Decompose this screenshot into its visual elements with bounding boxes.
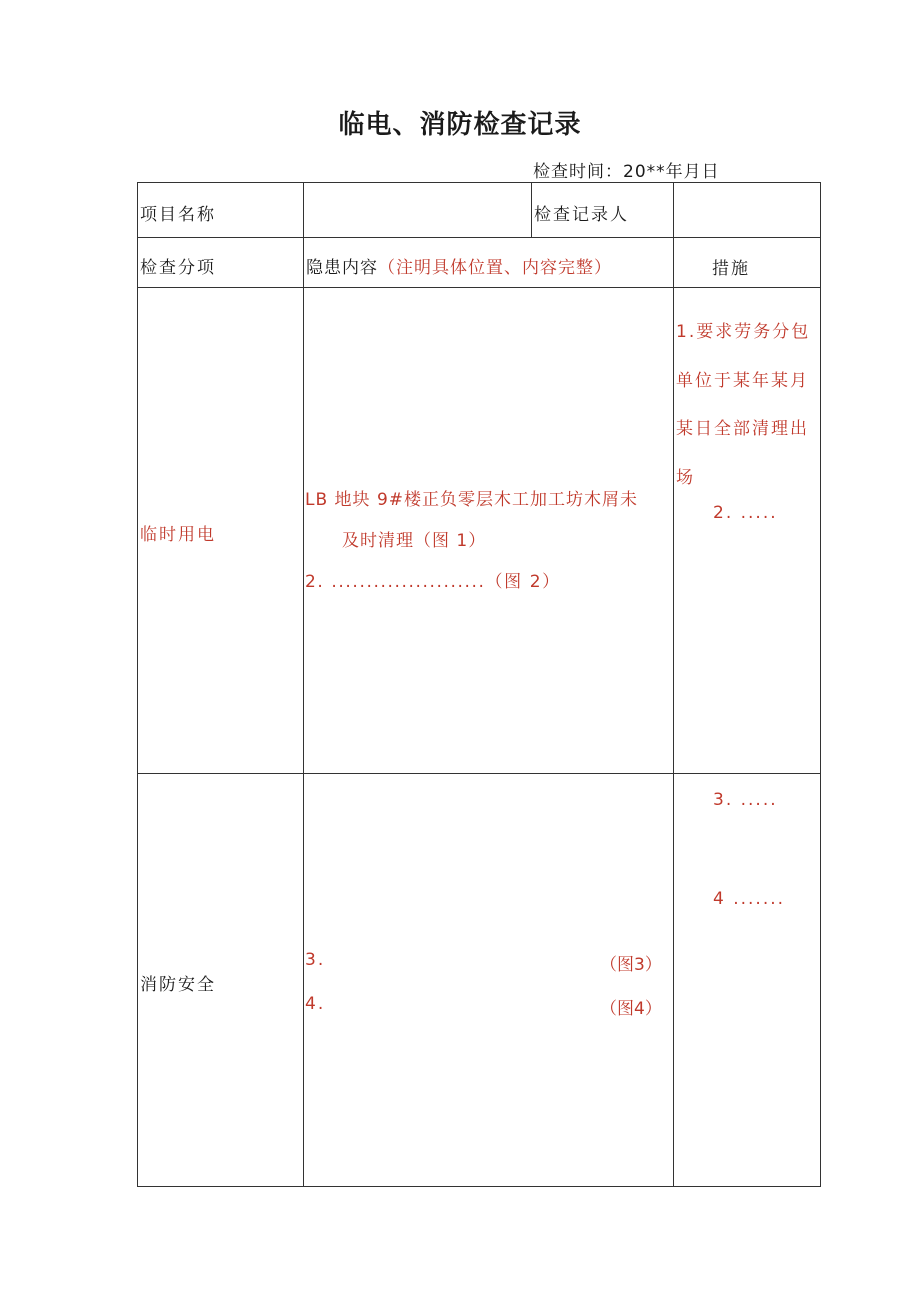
project-name-value[interactable] <box>306 196 528 226</box>
row-divider <box>137 773 821 774</box>
category-header: 检查分项 <box>140 258 216 278</box>
measure-item-3: 3. ..... <box>713 790 778 810</box>
measure-item-2: 2. ..... <box>713 503 778 523</box>
recorder-label: 检查记录人 <box>534 205 629 225</box>
hazard-header-label: 隐患内容 <box>306 258 378 278</box>
hazard-item-1-line2: 及时清理（图 1） <box>342 531 487 551</box>
row-divider <box>137 287 821 288</box>
hazard-item-3-num: 3. <box>305 950 326 970</box>
project-name-label: 项目名称 <box>140 205 216 225</box>
hazard-item-4-figure: （图4） <box>600 999 662 1019</box>
check-time: 检查时间：20**年月日 <box>533 162 720 182</box>
column-divider <box>531 182 532 238</box>
hazard-item-2: 2. ......................（图 2） <box>305 572 561 592</box>
category-temporary-electricity: 临时用电 <box>140 525 216 545</box>
hazard-header-note: （注明具体位置、内容完整） <box>378 258 612 278</box>
hazard-item-4-num: 4. <box>305 994 326 1014</box>
column-divider <box>673 182 674 1187</box>
recorder-value[interactable] <box>676 196 816 226</box>
measure-item-4: 4 ....... <box>713 889 786 909</box>
category-fire-safety: 消防安全 <box>140 975 216 995</box>
hazard-header <box>306 253 612 278</box>
hazard-item-3-figure: （图3） <box>600 955 662 975</box>
measures-header: 措施 <box>712 259 750 279</box>
document-title: 临电、消防检查记录 <box>338 110 582 140</box>
hazard-item-1-line1: LB 地块 9#楼正负零层木工加工坊木屑未 <box>305 490 639 510</box>
row-divider <box>137 237 821 238</box>
measure-item-1: 1.要求劳务分包单位于某年某月某日全部清理出场 <box>676 322 811 488</box>
column-divider <box>303 182 304 1187</box>
